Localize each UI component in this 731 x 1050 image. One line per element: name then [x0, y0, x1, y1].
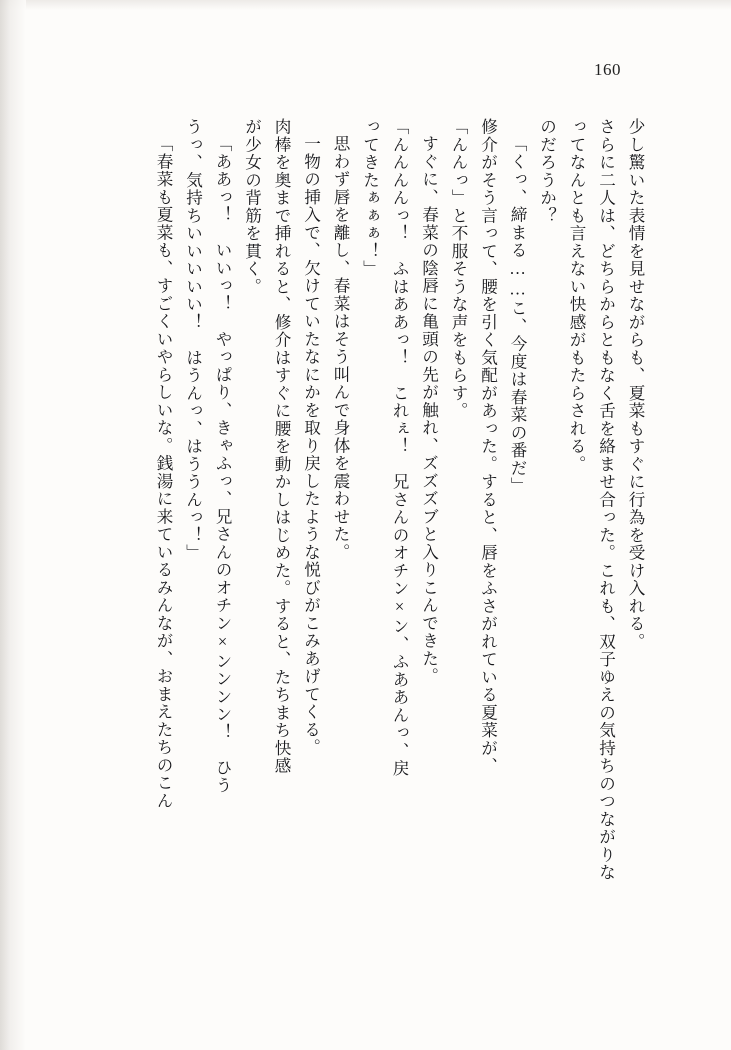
text-column: 「春菜も夏菜も、すごくいやらしいな。銭湯に来ているみんなが、おまえたちのこん	[154, 135, 173, 810]
text-column: 思わず唇を離し、春菜はそう叫んで身体を震わせた。	[331, 135, 350, 561]
text-column: 「ああっ！ いいっ！ やっぱり、きゃふっ、兄さんのオチン×ンンンン！ ひう	[213, 135, 232, 795]
text-column: 「くっ、締まる……こ、今度は春菜の番だ」	[508, 135, 527, 495]
text-column: 「んんっ」と不服そうな声をもらす。	[449, 118, 468, 420]
text-column: 「んんんんっ！ ふはああっ！ これぇ！ 兄さんのオチン×ン、ふああんっ、戻	[390, 118, 409, 778]
text-column: 一物の挿入で、欠けていたなにかを取り戻したような悦びがこみあげてくる。	[301, 135, 321, 757]
page-gutter-shadow	[0, 0, 26, 1050]
text-column: すぐに、春菜の陰唇に亀頭の先が触れ、ズズズブと入りこんできた。	[419, 135, 439, 686]
text-column: 肉棒を奥まで挿れると、修介はすぐに腰を動かしはじめた。すると、たちまち快感	[272, 118, 291, 775]
text-column: が少女の背筋を貫く。	[242, 118, 262, 296]
page-top-edge	[0, 0, 731, 10]
text-column: さらに二人は、どちらからともなく舌を絡ませ合った。これも、双子ゆえの気持ちのつながりな	[596, 118, 616, 882]
text-column: ってきたぁぁぁ！」	[360, 118, 380, 278]
text-column: うっ、気持ちいいいいい！ はうんっ、はううんっ！」	[183, 118, 203, 562]
vertical-text-block	[78, 118, 643, 995]
page-number: 160	[594, 60, 621, 79]
text-column: のだろうか？	[537, 118, 557, 225]
text-column: 少し驚いた表情を見せながらも、夏菜もすぐに行為を受け入れる。	[626, 118, 645, 651]
text-column: 修介がそう言って、腰を引く気配があった。すると、唇をふさがれている夏菜が、	[478, 118, 498, 775]
text-column: ってなんとも言えない快感がもたらされる。	[567, 118, 586, 473]
